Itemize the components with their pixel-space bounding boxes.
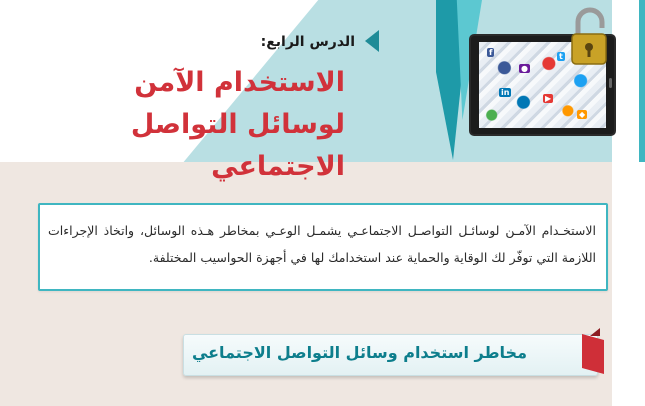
social-chip-icon: ● [521,64,528,73]
section-banner [183,334,598,376]
right-accent-strip [639,0,645,162]
social-chip-icon: ▶ [545,94,552,103]
social-chip-icon: in [501,88,510,97]
section-red-tab [582,334,604,374]
padlock-icon [568,6,612,68]
lesson-title: الاستخدام الآمن لوسائل التواصل الاجتماعي [130,67,345,182]
social-chip-icon: t [559,52,563,61]
intro-paragraph-box [38,203,608,291]
intro-paragraph: الاستخـدام الآمـن لوسائـل التواصـل الاجتماعـي يشمـل الوعـي بمخاطر هـذه الوسائل، واتخاذ الإجراءات اللازمة التي توفّر لك الوقاية والحماية عند استخدامك لها في أجهزة الحواسيب المختلفة. [48,223,596,265]
arrow-left-icon [365,30,379,52]
lesson-label: الدرس الرابع: [260,34,355,50]
social-chip-icon: ◆ [579,110,586,119]
social-chip-icon: f [489,48,493,57]
tablet-button [609,78,612,88]
section-heading: مخاطر استخدام وسائل التواصل الاجتماعي [191,343,527,362]
